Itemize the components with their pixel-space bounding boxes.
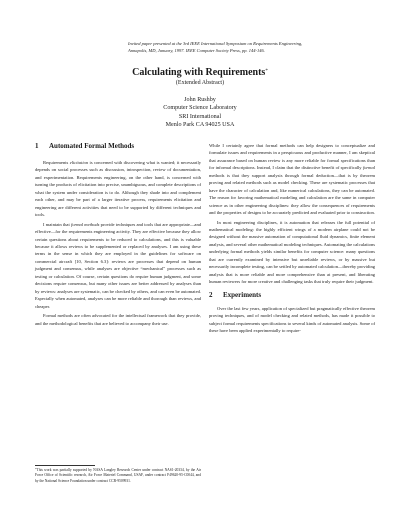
invited-note-line: Invited paper presented at the 3rd IEEE International Symposium on Requirements Engineering, xyxy=(128,41,303,46)
section-heading xyxy=(35,142,201,151)
author-org: SRI International xyxy=(178,113,222,120)
paper-title xyxy=(0,66,400,79)
left-column xyxy=(35,142,201,329)
right-column xyxy=(209,142,375,336)
paragraph-emphasis: formal xyxy=(362,165,375,171)
footnote xyxy=(35,467,201,484)
paragraph: In most engineering disciplines, it is automation that releases the full potential of mathematical modeling: the highly efficient wings of a modern airplane could not be designed without the massive automation of computational fluid dynamics, finite element analysis, and several other mathematical modeling techniques. Automating the calculations underlying formal methods yields similar benefits for computer science: many questions that are currently examined by intensive but unreliable reviews, or by massive but necessarily incomplete testing, can be settled by automated calculation—thereby providing analysis that is more reliable and more comprehensive than at present, and liberating human reviewers for more creative and challenging tasks that truly require their judgment. xyxy=(209,219,375,285)
section-heading xyxy=(209,291,375,300)
section-number: 2 xyxy=(209,290,213,299)
section-title: Automated Formal Methods xyxy=(49,142,135,150)
section-title: Experiments xyxy=(223,290,262,299)
paragraph-emphasis: elicitation xyxy=(69,160,89,165)
paragraph-text: Requirements xyxy=(43,160,70,165)
paragraph-text: provide techniques and tools that are appropriate—and effective—for the requirements engineering activity. They are effective because they allow certain questions about requirements to be reduced to calculations, and this is valuable because it allows reviews to be supplemented or replaced by analyses. I am using these terms in the sense in which they are employed in the guidelines for software on commercial aircraft [10, Section 6.3]: reviews are processes that depend on human judgment and consensus, while analyses are objective “mechanical” processes such as testing or calculation. Of course, certain questions do require human judgment, and some decisions require consensus, but many other issues are better addressed by analyses than by reviews: analyses are systematic, can be checked by others, and can even be automated. Especially when automated, analyses can be more reliable and thorough than reviews, and cheaper. xyxy=(35,221,201,309)
author-lab: Computer Science Laboratory xyxy=(163,105,237,112)
invited-note-line: Annapolis, MD, January, 1997. IEEE Computer Society Press, pp. 144-146. xyxy=(128,47,265,53)
paper-subtitle: (Extended Abstract) xyxy=(175,80,225,86)
paragraph xyxy=(209,142,375,217)
paragraph-text: methods is that they support analysis through formal deduction—that is by theorem proving and related methods such as model checking. These are systematic processes that have the character of calculation and, like numerical calculations, they can be automated. The reason for favoring mathematical modeling and calculation are the same in computer science as in other engineering disciplines: they allow the consequences of requirements and the properties of designs to be accurately predicted and evaluated prior to construction. xyxy=(209,172,375,216)
paragraph: Formal methods are often advocated for the intellectual framework that they provide, and the methodological benefits that are believed to accompany their use. xyxy=(35,313,201,326)
paragraph xyxy=(35,221,201,310)
paragraph-text: I maintain that xyxy=(43,221,71,227)
section-number: 1 xyxy=(35,142,39,150)
paragraph-emphasis: formal methods xyxy=(70,221,100,227)
paragraph xyxy=(35,159,201,219)
footnote-text: This work was partially supported by NASA Langley Research Center under contract NAS1-20334, by the Air Force Office of Scientific research, Air Force Materiel Command, USAF, under contract F49620-95-C0044, and by the National Science Foundation under contract CCR-9509931. xyxy=(35,468,201,483)
author-name: John Rushby xyxy=(184,97,216,103)
footnote-mark: * xyxy=(35,467,37,471)
title-footnote-mark: * xyxy=(265,69,268,74)
invited-paper-note xyxy=(128,41,378,55)
author-block xyxy=(0,96,400,130)
paragraph-text: While I certainly agree that formal methods can help designers to conceptualize and formulate issues and requirements in a perspicuous and productive manner, I am skeptical that assurance based on human review is any more reliable for formal specifications than for informal descriptions. Instead, I claim that the distinctive benefit of specifically xyxy=(209,143,375,171)
paragraph: Over the last few years, application of specialized but pragmatically effective theorem proving techniques, and of model checking and related methods, has made it possible to subject formal requirements specifications to several kinds of automated analysis. Some of these have been applied experimentally to require- xyxy=(209,305,375,333)
author-address: Menlo Park CA 94025 USA xyxy=(165,122,235,129)
footnote-divider xyxy=(35,465,95,466)
paragraph-text: is concerned with discovering what is wanted; it necessarily depends on social processes such as discussion, introspection, review of documentation, and experimentation. Requirements engineering, on the other hand, is concerned with turning the products of elicitation into precise, unambiguous, and complete descriptions of what the system under consideration is to do. Although they shade into and complement each other, and may be part of a larger iterative process, requirements elicitation and engineering are different activities that need to be supported by different techniques and tools. xyxy=(35,160,201,218)
paper-title-text: Calculating with Requirements xyxy=(132,67,266,78)
